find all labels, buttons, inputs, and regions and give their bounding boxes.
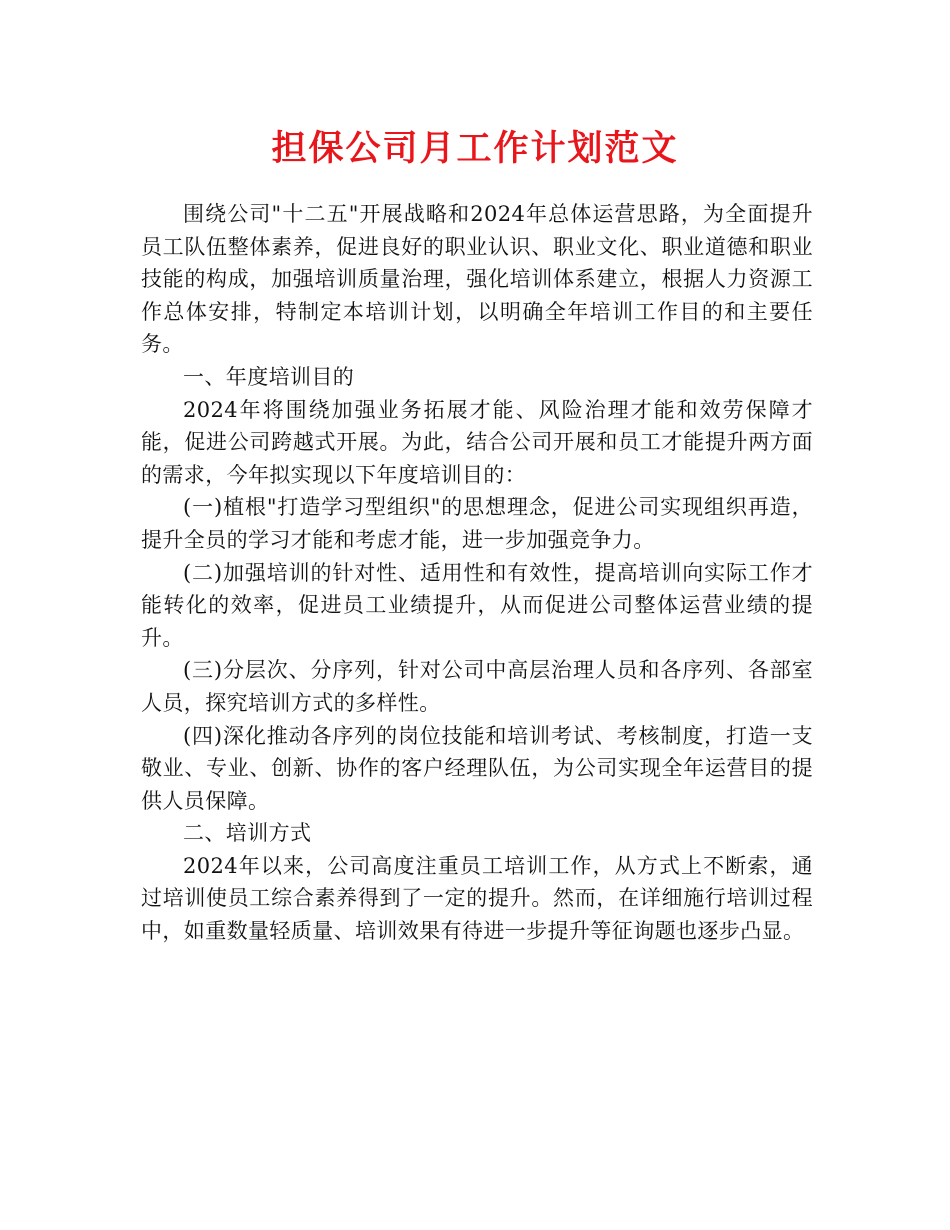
section-heading-1: 一、年度培训目的 [183, 364, 355, 389]
list-item: (二)加强培训的针对性、适用性和有效性，提高培训向实际工作才能转化的效率，促进员工业绩提升，从而促进公司整体运营业绩的提升。 [141, 560, 813, 650]
section-heading-2: 二、培训方式 [183, 821, 312, 846]
document-title: 担保公司月工作计划范文 [271, 128, 679, 169]
list-item: (三)分层次、分序列，针对公司中高层治理人员和各序列、各部室人员，探究培训方式的多样性。 [141, 658, 813, 715]
paragraph: 2024年将围绕加强业务拓展才能、风险治理才能和效劳保障才能，促进公司跨越式开展。为此，结合公司开展和员工才能提升两方面的需求，今年拟实现以下年度培训目的： [141, 397, 813, 487]
paragraph-intro: 围绕公司"十二五"开展战略和2024年总体运营思路，为全面提升员工队伍整体素养，促进良好的职业认识、职业文化、职业道德和职业技能的构成，加强培训质量治理，强化培训体系建立，根据人力资源工作总体安排，特制定本培训计划，以明确全年培训工作目的和主要任务。 [141, 202, 813, 357]
list-item: (一)植根"打造学习型组织"的思想理念，促进公司实现组织再造，提升全员的学习才能和考虑才能，进一步加强竞争力。 [141, 495, 813, 552]
document-body [141, 198, 813, 948]
list-item: (四)深化推动各序列的岗位技能和培训考试、考核制度，打造一支敬业、专业、创新、协作的客户经理队伍，为公司实现全年运营目的提供人员保障。 [141, 723, 813, 813]
paragraph: 2024年以来，公司高度注重员工培训工作，从方式上不断索，通过培训使员工综合素养得到了一定的提升。然而，在详细施行培训过程中，如重数量轻质量、培训效果有待进一步提升等征询题也逐步凸显。 [141, 853, 813, 944]
